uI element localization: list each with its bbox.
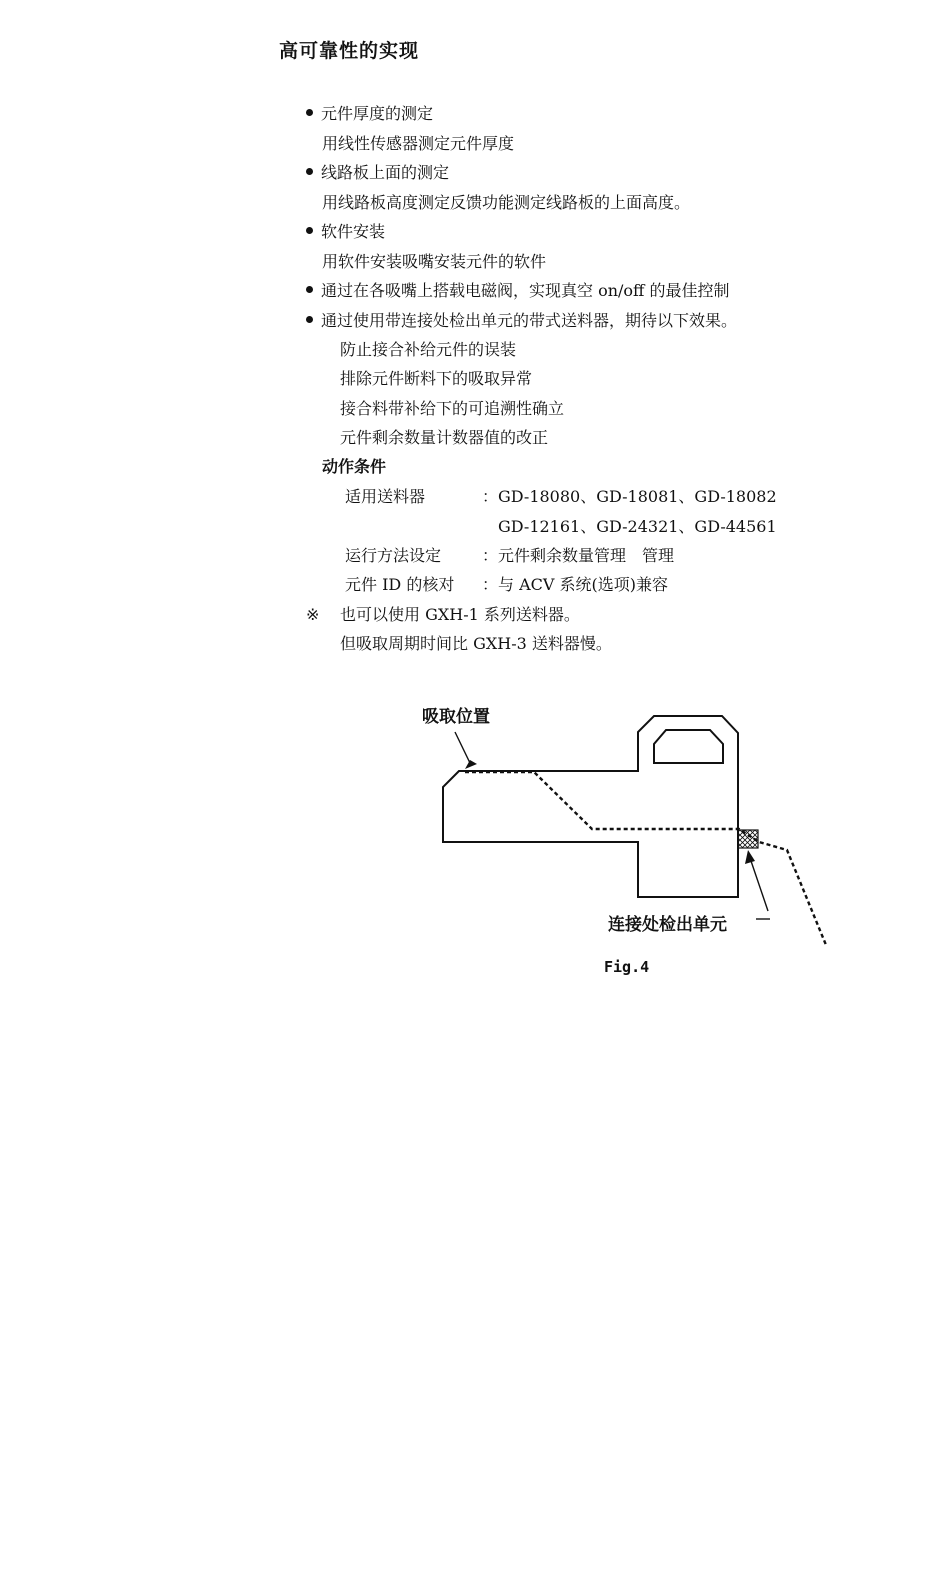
item-3-detail: 用软件安装吸嘴安装元件的软件: [322, 252, 547, 271]
splice-leader: [750, 858, 768, 911]
splice-unit-label: 连接处检出单元: [608, 915, 727, 935]
item-1-heading: 元件厚度的测定: [306, 104, 433, 124]
feeder-outline: [443, 716, 738, 897]
item-5-heading: 通过使用带连接处检出单元的带式送料器，期待以下效果。: [306, 311, 737, 331]
condition-value-feeder-1: GD-18080、GD-18081、GD-18082: [498, 487, 777, 506]
splice-detector-box: [738, 830, 758, 848]
conditions-title: 动作条件: [322, 457, 387, 476]
condition-label-feeder: 适用送料器: [345, 487, 426, 506]
effect-4: 元件剩余数量计数器值的改正: [340, 428, 549, 447]
pickup-position-label: 吸取位置: [422, 707, 490, 727]
item-2-heading: 线路板上面的测定: [306, 163, 449, 183]
pickup-leader: [455, 732, 470, 763]
effect-3: 接合料带补给下的可追溯性确立: [340, 399, 565, 418]
feeder-window: [654, 730, 723, 763]
splice-arrowhead: [745, 850, 755, 864]
condition-value-method: 元件剩余数量管理 管理: [498, 546, 675, 565]
effect-2: 排除元件断料下的吸取异常: [340, 369, 533, 388]
condition-value-id: 与 ACV 系统(选项)兼容: [498, 575, 669, 594]
item-1-detail: 用线性传感器测定元件厚度: [322, 134, 515, 153]
condition-separator: ：: [482, 546, 499, 565]
effect-1: 防止接合补给元件的误装: [340, 340, 517, 359]
pickup-arrowhead: [465, 760, 477, 769]
condition-separator: ：: [482, 575, 499, 594]
item-4-heading: 通过在各吸嘴上搭载电磁阀，实现真空 on/off 的最佳控制: [306, 281, 730, 301]
note-line-2: 但吸取周期时间比 GXH-3 送料器慢。: [340, 634, 612, 653]
note-mark: ※: [306, 605, 320, 624]
section-title: 高可靠性的实现: [279, 40, 420, 62]
item-2-detail: 用线路板高度测定反馈功能测定线路板的上面高度。: [322, 193, 691, 212]
item-3-heading: 软件安装: [306, 222, 385, 242]
condition-value-feeder-2: GD-12161、GD-24321、GD-44561: [498, 517, 777, 536]
note-line-1: 也可以使用 GXH-1 系列送料器。: [340, 605, 580, 624]
condition-label-method: 运行方法设定: [345, 546, 442, 565]
condition-label-id: 元件 ID 的核对: [345, 575, 455, 594]
condition-separator: ：: [482, 487, 499, 506]
figure-caption: Fig.4: [604, 958, 650, 976]
